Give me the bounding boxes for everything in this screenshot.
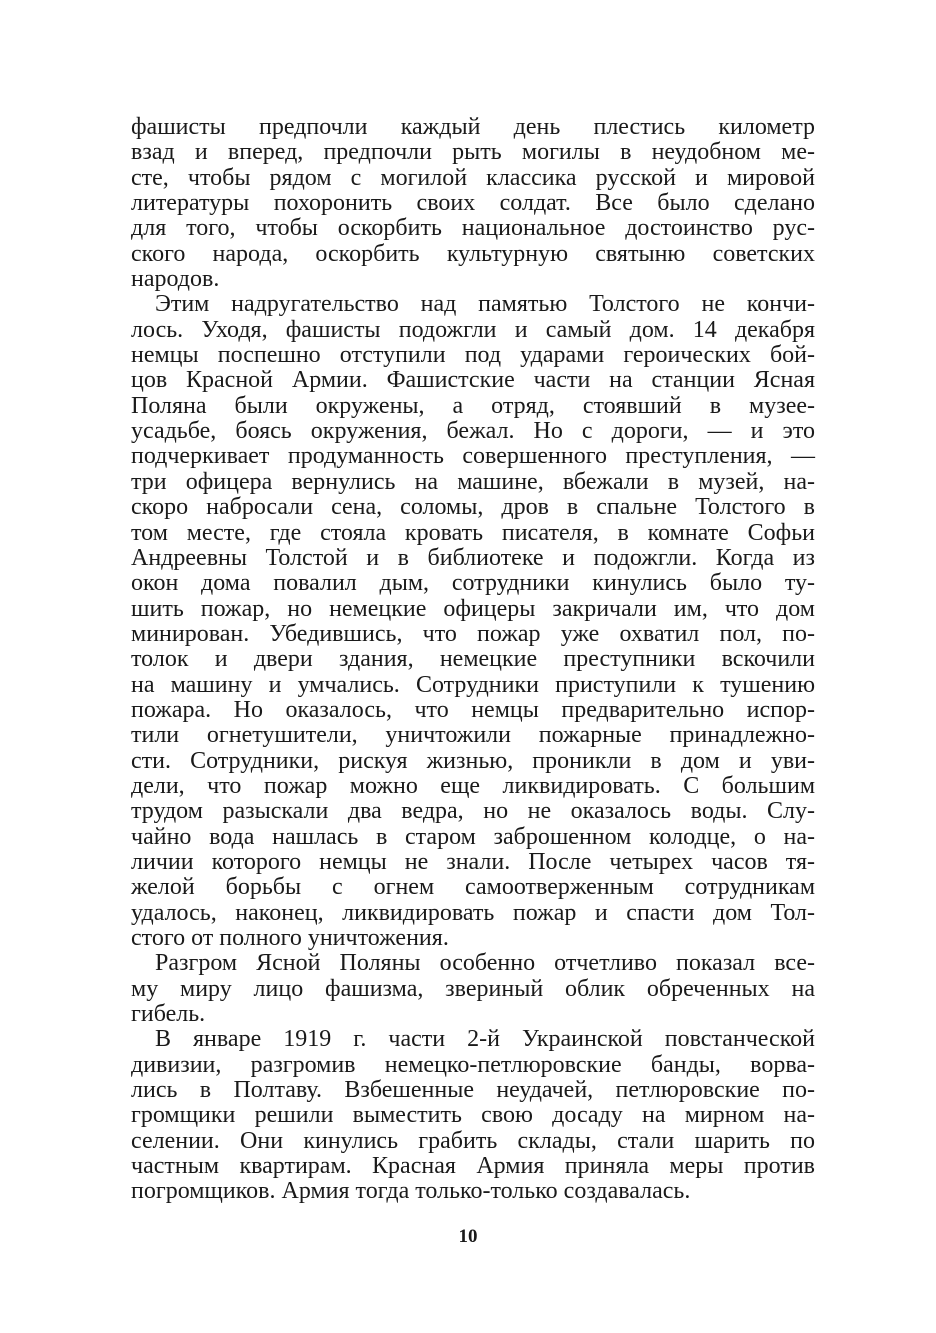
text-line: окон дома повалил дым, сотрудники кинулись было ту- [131, 570, 815, 597]
page-number: 10 [458, 1226, 478, 1247]
text-line: гибель. [131, 1001, 206, 1028]
text-line: стого от полного уничтожения. [131, 925, 449, 951]
text-line: сти. Сотрудники, рискуя жизнью, проникли в дом и уви- [131, 747, 815, 774]
text-line: желой борьбы с огнем самоотверженным сотрудникам [131, 874, 815, 901]
text-line: цов Красной Армии. Фашистские части на станции Ясная [131, 367, 815, 394]
text-line: ского народа, оскорбить культурную святыню советских [131, 240, 815, 267]
text-line: удалось, наконец, ликвидировать пожар и спасти дом Тол- [131, 899, 815, 926]
paragraph [131, 1027, 815, 1204]
text-line: народов. [131, 266, 220, 293]
text-line: Поляна были окружены, а отряд, стоявший в музее- [131, 392, 815, 419]
text-line: лись в Полтаву. Взбешенные неудачей, петлюровские по- [131, 1077, 815, 1104]
text-line: селении. Они кинулись грабить склады, стали шарить по [131, 1127, 815, 1154]
text-line: В январе 1919 г. части 2-й Украинской повстанческой [155, 1026, 815, 1053]
text-line: толок и двери здания, немецкие преступники вскочили [131, 646, 815, 673]
text-line: громщики решили выместить свою досаду на мирном на- [131, 1102, 815, 1129]
text-line: скоро набросали сена, соломы, дров в спальне Толстого в [131, 494, 815, 521]
text-line: подчеркивает продуманность совершенного преступления, — [131, 443, 815, 470]
text-line: взад и вперед, предпочли рыть могилы в неудобном ме- [131, 139, 815, 166]
text-line: том месте, где стояла кровать писателя, в комнате Софьи [131, 519, 815, 546]
text-line: усадьбе, боясь окружения, бежал. Но с дороги, — и это [131, 418, 815, 445]
text-line: пожара. Но оказалось, что немцы предварительно испор- [131, 696, 815, 723]
text-line: дивизии, разгромив немецко-петлюровские банды, ворва- [131, 1051, 815, 1078]
text-line: на машину и умчались. Сотрудники приступили к тушению [131, 671, 815, 698]
text-line: лось. Уходя, фашисты подожгли и самый дом. 14 декабря [131, 316, 815, 343]
text-line: Андреевны Толстой и в библиотеке и подожгли. Когда из [131, 544, 815, 571]
text-line: частным квартирам. Красная Армия приняла меры против [131, 1153, 815, 1180]
text-line: Разгром Ясной Поляны особенно отчетливо показал все- [155, 950, 815, 977]
text-line: литературы похоронить своих солдат. Все было сделано [131, 190, 815, 217]
text-line: сте, чтобы рядом с могилой классика русской и мировой [131, 164, 815, 191]
text-line: дели, что пожар можно еще ликвидировать. С большим [131, 772, 815, 799]
text-line: немцы поспешно отступили под ударами героических бой- [131, 342, 815, 369]
paragraph [131, 115, 815, 292]
text-line: три офицера вернулись на машине, вбежали в музей, на- [131, 468, 815, 495]
text-line: му миру лицо фашизма, звериный облик обреченных на [131, 975, 815, 1002]
text-line: минирован. Убедившись, что пожар уже охватил пол, по- [131, 620, 815, 647]
text-line: шить пожар, но немецкие офицеры закричали им, что дом [131, 595, 815, 622]
text-line: трудом разыскали два ведра, но не оказалось воды. Слу- [131, 798, 815, 825]
text-line: Этим надругательство над памятью Толстого не кончи- [155, 291, 815, 318]
paragraph [131, 951, 815, 1027]
text-line: личии которого немцы не знали. После четырех часов тя- [131, 848, 815, 875]
text-line: погромщиков. Армия тогда только-только создавалась. [131, 1178, 691, 1205]
paragraph [131, 292, 815, 951]
text-line: фашисты предпочли каждый день плестись километр [131, 114, 815, 140]
body-text [131, 115, 815, 1205]
text-line: чайно вода нашлась в старом заброшенном колодце, о на- [131, 823, 815, 850]
text-line: тили огнетушители, уничтожили пожарные принадлежно- [131, 722, 815, 749]
text-line: для того, чтобы оскорбить национальное достоинство рус- [131, 215, 815, 242]
